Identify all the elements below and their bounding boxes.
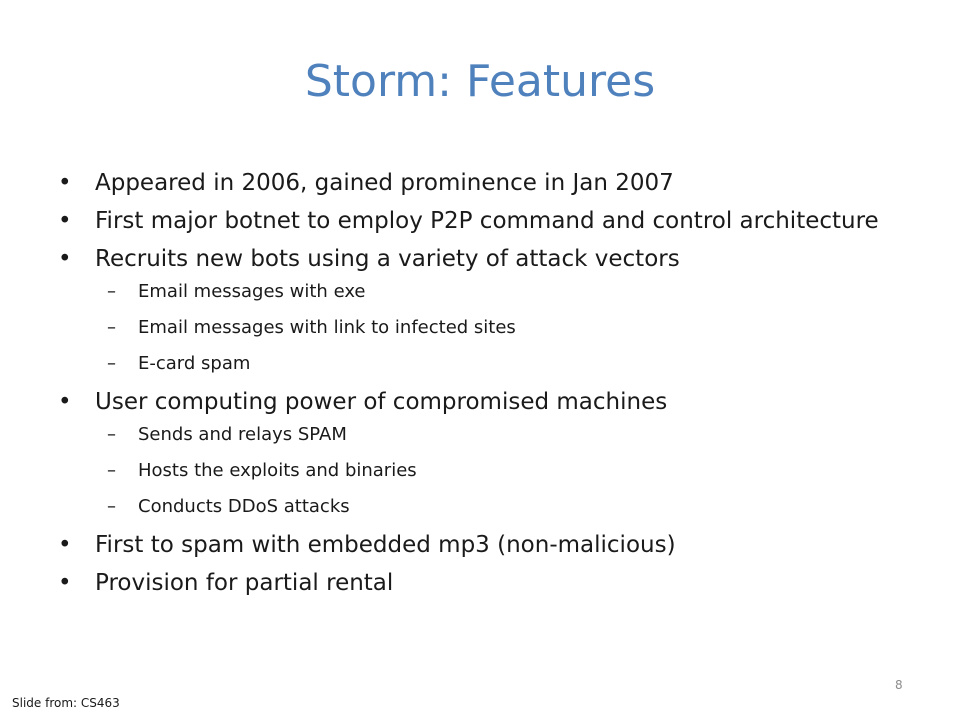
bullet-text: Appeared in 2006, gained prominence in Jan 2007 xyxy=(95,170,674,196)
bullet-dot-icon: • xyxy=(58,532,72,558)
bullet-dot-icon: • xyxy=(58,389,72,415)
bullet-dot-icon: • xyxy=(58,170,72,196)
source-note: Slide from: CS463 xyxy=(12,696,120,710)
sub-bullet-list xyxy=(95,281,888,375)
bullet-item xyxy=(58,170,888,197)
bullet-text: First major botnet to employ P2P command and control architecture xyxy=(95,208,879,234)
bullet-item xyxy=(58,246,888,375)
sub-bullet-item xyxy=(95,424,888,446)
bullet-item xyxy=(58,208,888,235)
dash-icon: – xyxy=(107,317,116,338)
sub-bullet-item xyxy=(95,317,888,339)
bullet-item xyxy=(58,532,888,559)
sub-bullet-item xyxy=(95,496,888,518)
sub-bullet-list xyxy=(95,424,888,518)
dash-icon: – xyxy=(107,424,116,445)
bullet-text: User computing power of compromised machines xyxy=(95,389,668,415)
bullet-text: Provision for partial rental xyxy=(95,570,394,596)
dash-icon: – xyxy=(107,460,116,481)
sub-bullet-item xyxy=(95,460,888,482)
bullet-dot-icon: • xyxy=(58,208,72,234)
dash-icon: – xyxy=(107,496,116,517)
sub-bullet-text: Hosts the exploits and binaries xyxy=(138,460,417,481)
sub-bullet-text: Sends and relays SPAM xyxy=(138,424,347,445)
sub-bullet-item xyxy=(95,353,888,375)
dash-icon: – xyxy=(107,353,116,374)
bullet-dot-icon: • xyxy=(58,246,72,272)
bullet-dot-icon: • xyxy=(58,570,72,596)
sub-bullet-text: Conducts DDoS attacks xyxy=(138,496,350,517)
bullet-text: First to spam with embedded mp3 (non-malicious) xyxy=(95,532,676,558)
sub-bullet-text: E-card spam xyxy=(138,353,251,374)
bullet-list xyxy=(58,170,888,608)
slide-title: Storm: Features xyxy=(304,56,656,107)
bullet-item xyxy=(58,570,888,597)
page-number: 8 xyxy=(895,678,903,692)
sub-bullet-text: Email messages with exe xyxy=(138,281,366,302)
bullet-item xyxy=(58,389,888,518)
sub-bullet-item xyxy=(95,281,888,303)
dash-icon: – xyxy=(107,281,116,302)
sub-bullet-text: Email messages with link to infected sites xyxy=(138,317,516,338)
bullet-text: Recruits new bots using a variety of attack vectors xyxy=(95,246,680,272)
